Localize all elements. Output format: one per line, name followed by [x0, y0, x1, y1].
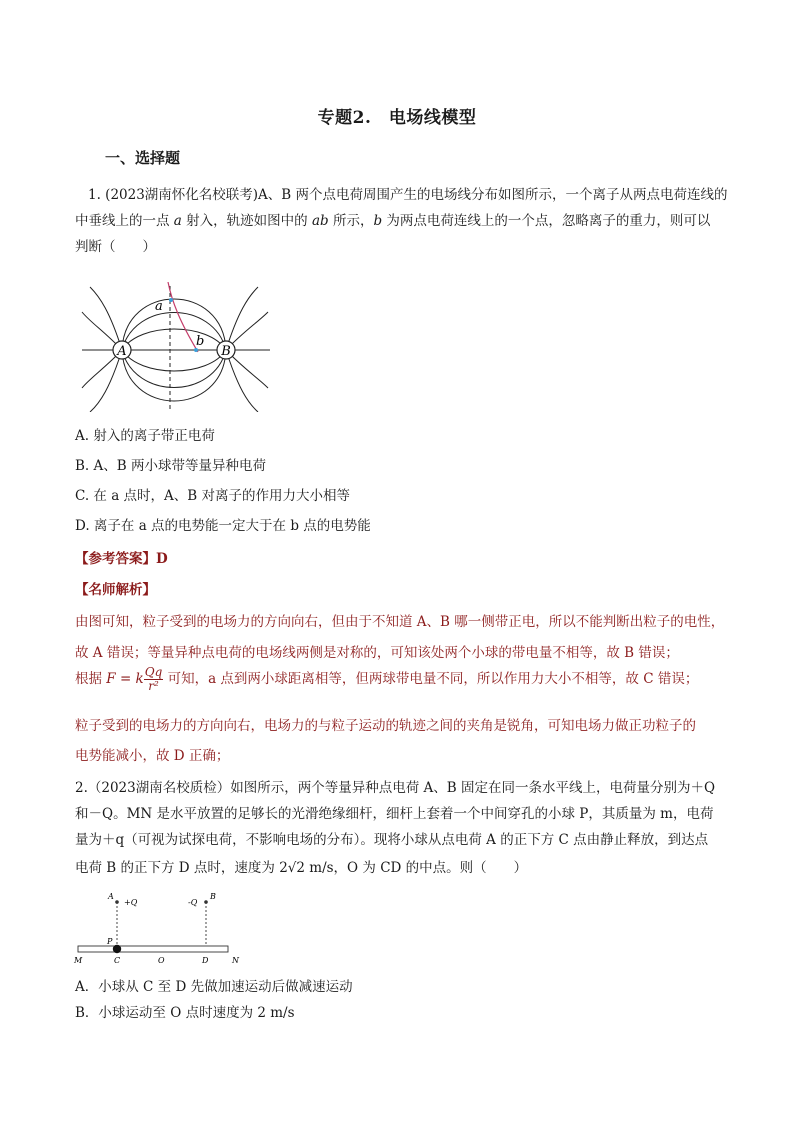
q1-analysis-heading: 【名师解析】	[75, 582, 156, 598]
q2-option-a: A．小球从 C 至 D 先做加速运动后做减速运动	[75, 979, 353, 995]
q1-analysis-line-3	[75, 666, 698, 693]
q1-answer: 【参考答案】D	[75, 551, 168, 567]
q1-line-2	[75, 208, 715, 234]
q2-fig-label-O: O	[158, 956, 165, 965]
q1-analysis-line-3-text: 可知，a 点到两小球距离相等，但两球带电量不同，所以作用力大小不相等，故 C 错误；	[167, 671, 699, 687]
q1-analysis-line-1: 由图可知，粒子受到的电场力的方向向右，但由于不知道 A、B 哪一侧带正电，所以不能判断出粒子的电性，	[75, 614, 725, 630]
q2-fig-label-plusQ: +Q	[124, 898, 138, 907]
q1-fig-label-A: A	[117, 344, 127, 359]
q2-fig-label-M: M	[74, 956, 83, 965]
q2-fig-label-D: D	[202, 956, 209, 965]
q1-line-3: 判断（ ）	[75, 239, 156, 255]
q2-fig-label-N: N	[232, 956, 239, 965]
q1-text-seg: 射入，轨迹如图中的	[181, 213, 312, 229]
q1-fig-label-b: b	[196, 334, 205, 349]
q1-line-1: 1. (2023湖南怀化名校联考)A、B 两个点电荷周围产生的电场线分布如图所示，一个离子从两点电荷连线的	[88, 187, 728, 203]
q1-option-a: A. 射入的离子带正电荷	[75, 428, 215, 444]
q1-analysis-line-4: 粒子受到的电场力的方向向右，电场力的与粒子运动的轨迹之间的夹角是锐角，可知电场力做正功粒子的	[75, 718, 696, 734]
q2-line-3: 量为＋q（可视为试探电荷，不影响电场的分布）。现将小球从点电荷 A 的正下方 C 点由静止释放，到达点	[75, 832, 709, 848]
q1-field-lines-figure	[80, 282, 270, 412]
q2-fig-label-B: B	[210, 892, 216, 901]
q1-analysis-line-5: 电势能减小，故 D 正确；	[75, 748, 230, 764]
q2-fig-label-A: A	[108, 892, 114, 901]
q1-formula-lhs: F = k	[106, 671, 144, 687]
q1-fig-label-B: B	[221, 344, 231, 359]
q2-line-2: 和－Q。MN 是水平放置的足够长的光滑绝缘细杆，细杆上套着一个中间穿孔的小球 P，其质量为 m，电荷	[75, 806, 714, 822]
q2-line-4: 电荷 B 的正下方 D 点时，速度为 2√2 m/s，O 为 CD 的中点。则（ ）	[75, 860, 528, 876]
q2-rod-figure	[72, 890, 242, 968]
q1-symbol-a: a	[173, 213, 182, 229]
q1-formula-fraction	[144, 666, 164, 693]
q1-option-d: D. 离子在 a 点的电势能一定大于在 b 点的电势能	[75, 518, 371, 534]
q1-symbol-b: b	[373, 213, 383, 229]
q1-analysis-line-2: 故 A 错误；等量异种点电荷的电场线两侧是对称的，可知该处两个小球的带电量不相等，故 B 错误；	[75, 645, 679, 661]
q1-option-c: C. 在 a 点时，A、B 对离子的作用力大小相等	[75, 488, 351, 504]
q1-formula-numerator: Qq	[144, 665, 163, 679]
q2-fig-label-minusQ: -Q	[188, 898, 198, 907]
section-heading: 一、选择题	[105, 149, 181, 167]
q2-fig-label-P: P	[107, 937, 113, 946]
page-title: 专题2. 电场线模型	[317, 108, 477, 128]
q1-symbol-ab: ab	[311, 213, 329, 229]
q2-line-1: 2.（2023湖南名校质检）如图所示，两个等量异种点电荷 A、B 固定在同一条水平线上，电荷量分别为＋Q	[75, 780, 716, 796]
q1-option-b: B. A、B 两小球带等量异种电荷	[75, 458, 266, 474]
q2-option-b: B．小球运动至 O 点时速度为 2 m/s	[75, 1005, 295, 1021]
q1-formula-denominator: r²	[148, 679, 159, 693]
q1-text-seg: 为两点电荷连线上的一个点，忽略离子的重力，则可以	[382, 213, 711, 229]
q2-fig-label-C: C	[114, 956, 121, 965]
q1-text-seg: 所示，	[328, 213, 374, 229]
q1-text-seg: 中垂线上的一点	[75, 213, 174, 229]
q1-fig-label-a: a	[155, 299, 163, 314]
q1-formula-prefix: 根据	[75, 671, 107, 687]
